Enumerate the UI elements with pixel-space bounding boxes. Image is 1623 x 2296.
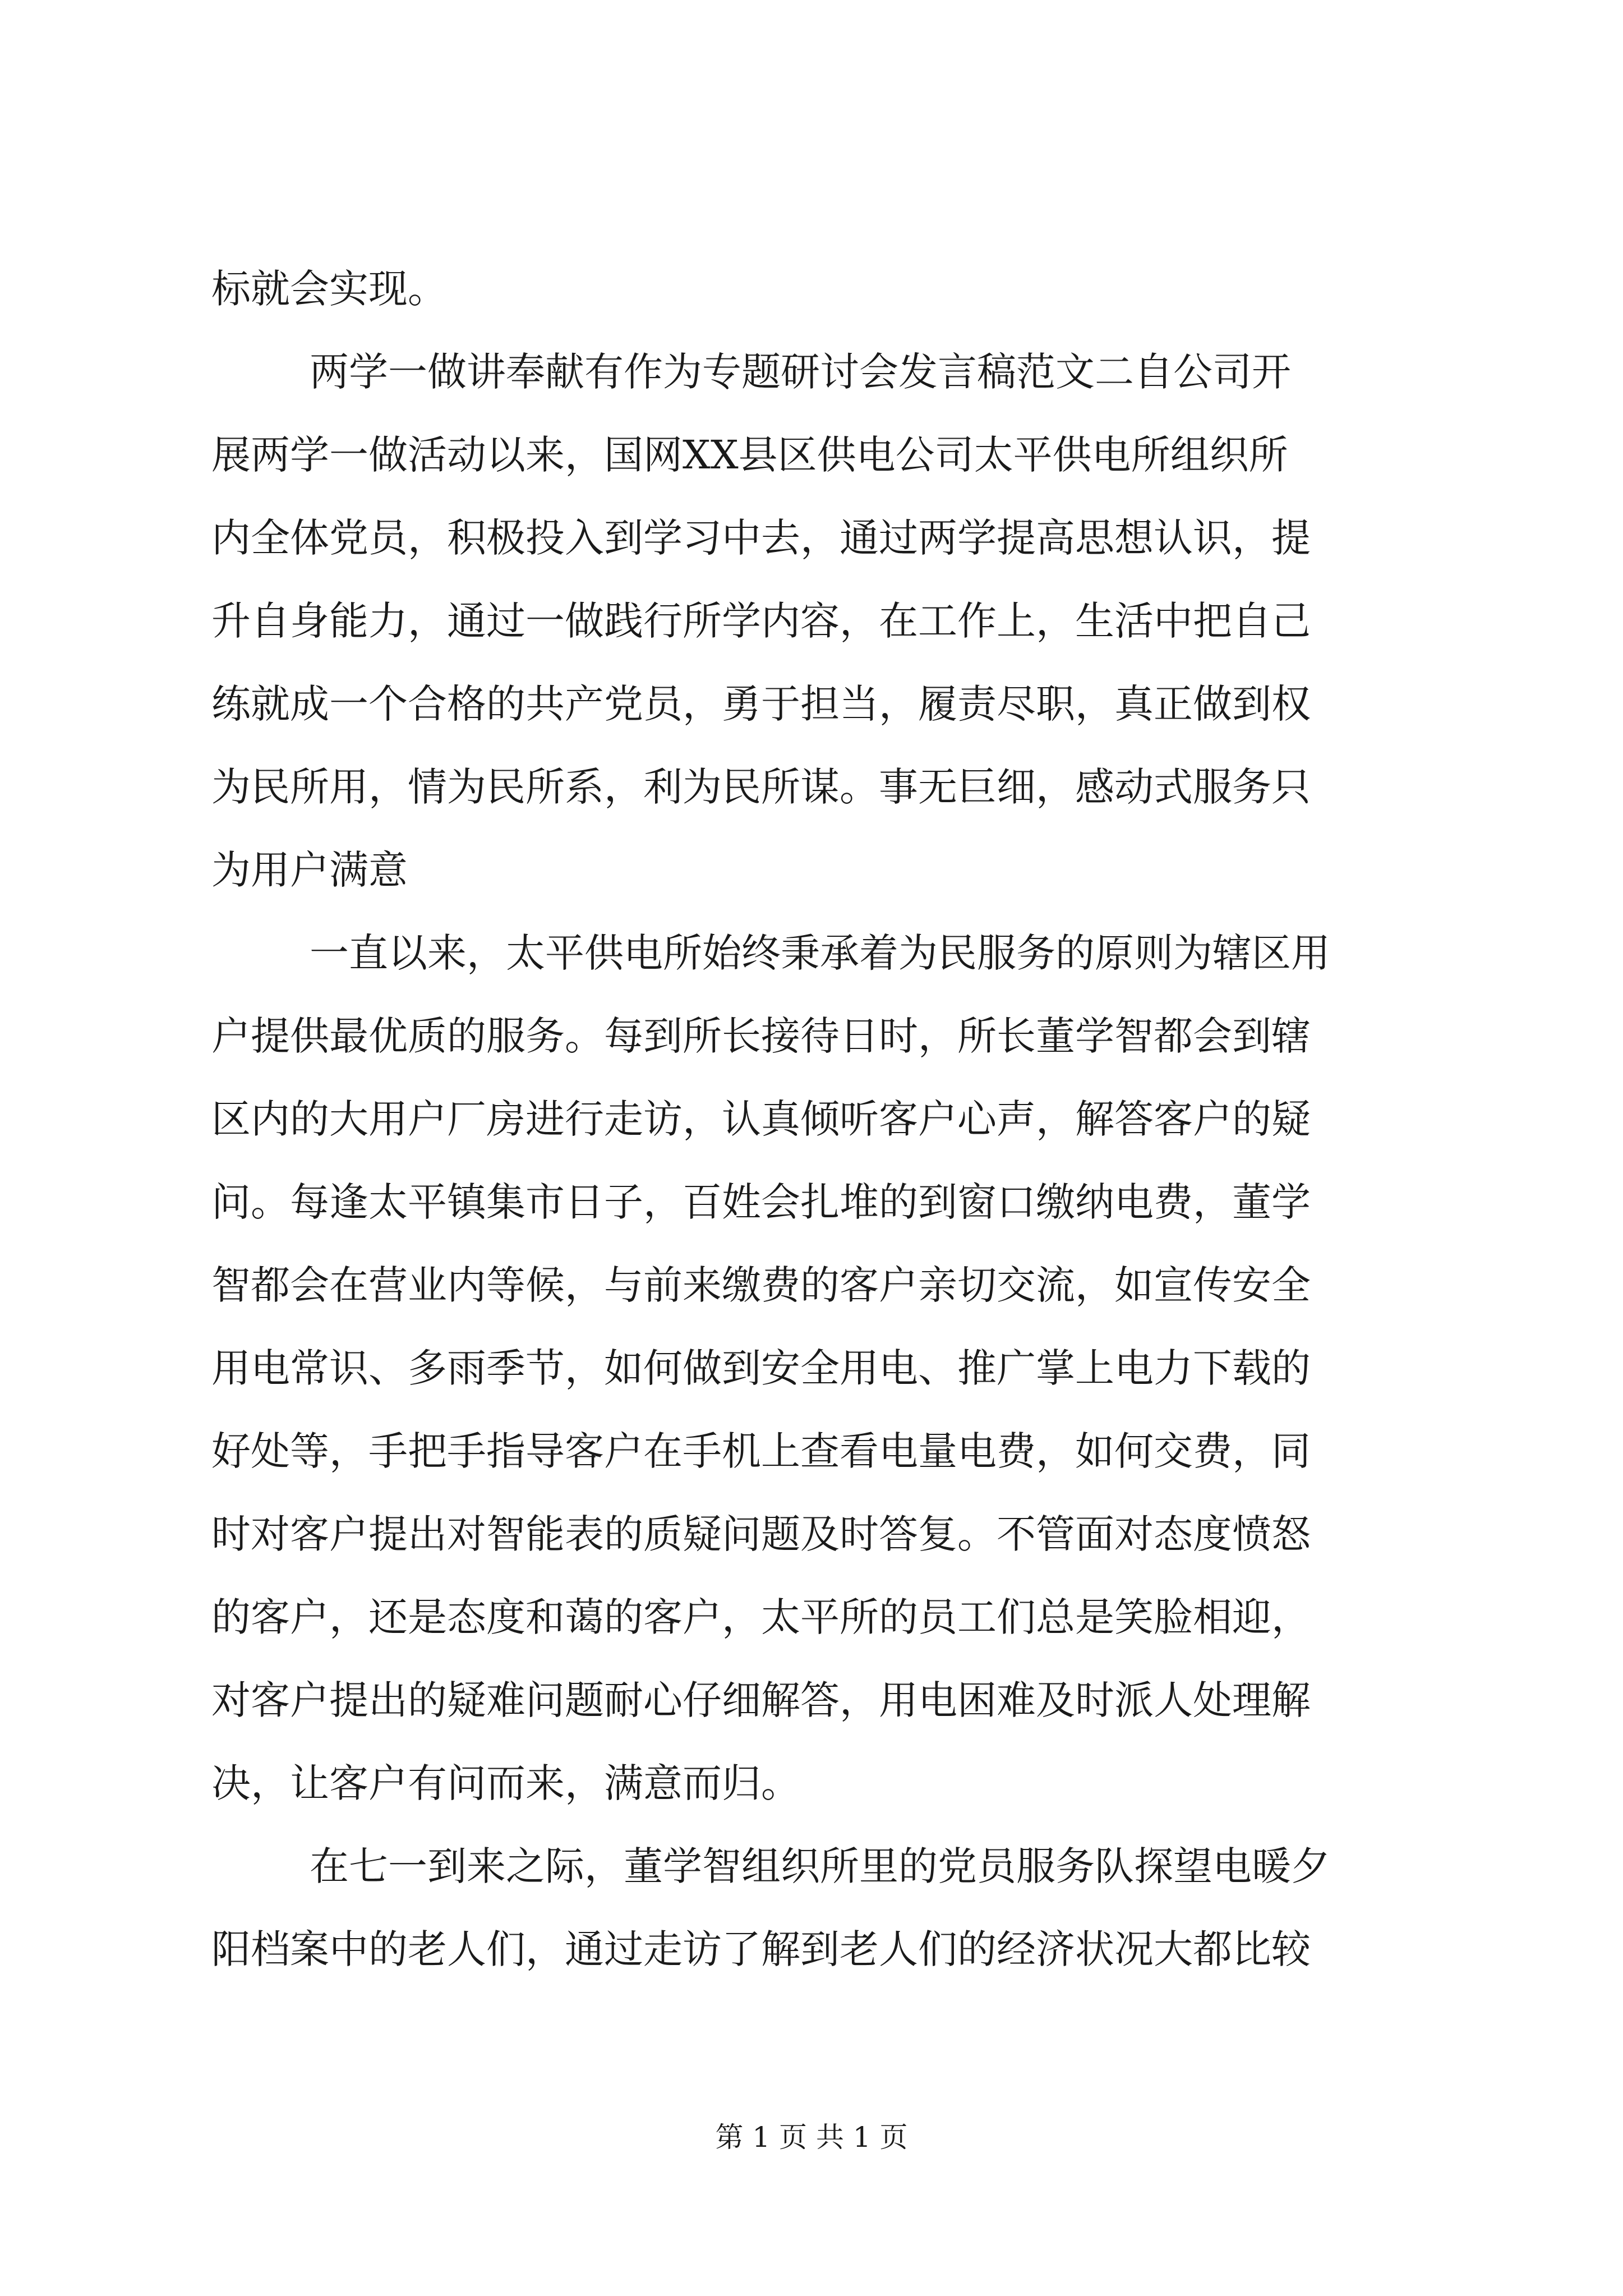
- text-line: 决，让客户有问而来，满意而归。: [211, 1760, 800, 1806]
- text-line: 展两学一做活动以来，国网XX县区供电公司太平供电所组织所: [211, 432, 1288, 478]
- text-line: 为民所用，情为民所系，利为民所谋。事无巨细，感动式服务只: [211, 764, 1311, 810]
- text-line: 区内的大用户厂房进行走访，认真倾听客户心声，解答客户的疑: [211, 1096, 1311, 1142]
- text-line: 户提供最优质的服务。每到所长接待日时，所长董学智都会到辖: [211, 1013, 1311, 1059]
- text-line: 阳档案中的老人们，通过走访了解到老人们的经济状况大都比较: [211, 1926, 1311, 1972]
- text-line: 为用户满意: [211, 847, 408, 893]
- page-footer: 第 1 页 共 1 页: [715, 2121, 908, 2154]
- text-line: 用电常识、多雨季节，如何做到安全用电、推广掌上电力下载的: [211, 1345, 1311, 1391]
- text-line: 问。每逢太平镇集市日子，百姓会扎堆的到窗口缴纳电费，董学: [211, 1179, 1311, 1225]
- text-line: 在七一到来之际，董学智组织所里的党员服务队探望电暖夕: [310, 1843, 1330, 1889]
- text-line: 练就成一个合格的共产党员，勇于担当，履责尽职，真正做到权: [211, 681, 1311, 727]
- text-line: 两学一做讲奉献有作为专题研讨会发言稿范文二自公司开: [310, 349, 1291, 395]
- text-line: 好处等，手把手指导客户在手机上查看电量电费，如何交费，同: [211, 1428, 1311, 1474]
- text-line: 升自身能力，通过一做践行所学内容，在工作上，生活中把自己: [211, 598, 1311, 644]
- text-line: 对客户提出的疑难问题耐心仔细解答，用电困难及时派人处理解: [211, 1677, 1311, 1723]
- text-line: 内全体党员，积极投入到学习中去，通过两学提高思想认识，提: [211, 515, 1311, 561]
- text-line: 一直以来，太平供电所始终秉承着为民服务的原则为辖区用: [310, 930, 1330, 976]
- text-line: 标就会实现。: [211, 266, 447, 312]
- text-line: 时对客户提出对智能表的质疑问题及时答复。不管面对态度愤怒: [211, 1511, 1311, 1557]
- text-line: 智都会在营业内等候，与前来缴费的客户亲切交流，如宣传安全: [211, 1262, 1311, 1308]
- text-line: 的客户，还是态度和蔼的客户，太平所的员工们总是笑脸相迎，: [211, 1594, 1311, 1640]
